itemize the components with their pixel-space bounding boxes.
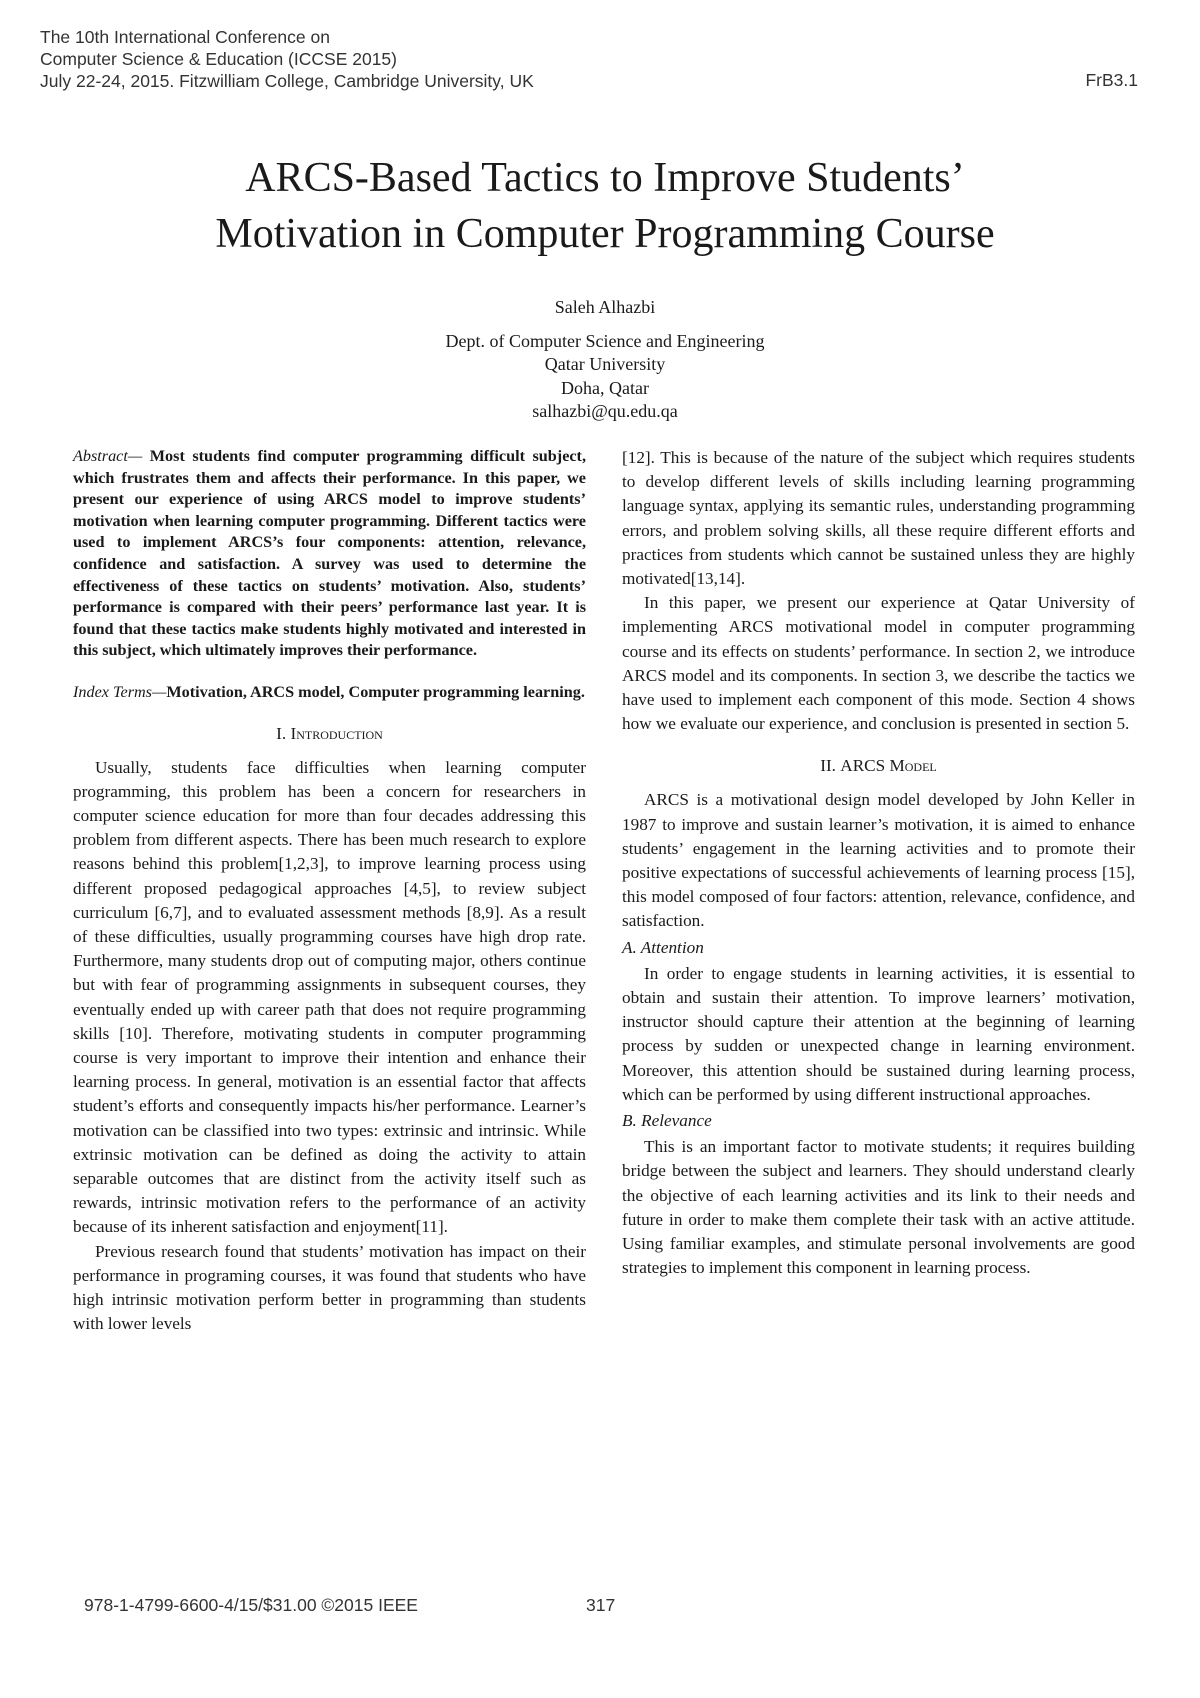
- section-2-heading: [622, 754, 1135, 778]
- abstract: [73, 446, 586, 662]
- conference-line-2: Computer Science & Education (ICCSE 2015): [40, 49, 397, 69]
- abstract-text: Most students find computer programming difficult subject, which frustrates them and affects their performance. In this paper, we present our experience of using ARCS model to improve students’ motivation when learning computer programming. Different tactics were used to implement ARCS’s four components: attention, relevance, confidence and satisfaction. A survey was used to determine the effectiveness of these tactics on students’ motivation. Also, students’ performance is compared with their peers’ performance last year. It is found that these tactics make students highly motivated and interested in this subject, which ultimately improves their performance.: [73, 447, 586, 660]
- author-department: Dept. of Computer Science and Engineering: [445, 330, 765, 351]
- left-column: [73, 446, 586, 1336]
- intro-paragraph-3: In this paper, we present our experience at Qatar University of implementing ARCS motivational model in computer programming course and its effects on students’ performance. In section 2, we introduce ARCS model and its components. In section 3, we describe the tactics we have used to implement each component of this mode. Section 4 shows how we evaluate our experience, and conclusion is presented in section 5.: [622, 593, 1135, 734]
- index-terms: [73, 682, 586, 704]
- section-1-heading: [73, 722, 586, 746]
- arcs-paragraph-1: ARCS is a motivational design model developed by John Keller in 1987 to improve and sustain learner’s motivation, it is aimed to enhance students’ engagement in the learning activities and to promote their positive expectations of successful achievements of learning process [15], this model composed of four factors: attention, relevance, confidence, and satisfaction.: [622, 790, 1135, 931]
- subsection-attention-heading: A. Attention: [622, 937, 704, 957]
- author-location: Doha, Qatar: [561, 377, 649, 398]
- right-column: [622, 446, 1135, 1281]
- page-number: 317: [586, 1595, 616, 1615]
- index-terms-text: Motivation, ARCS model, Computer programming learning.: [166, 682, 585, 701]
- section-1-title: Introduction: [290, 723, 383, 743]
- author-email: salhazbi@qu.edu.qa: [532, 401, 678, 421]
- author-university: Qatar University: [544, 354, 666, 374]
- abstract-label: Abstract—: [73, 447, 143, 465]
- subsection-relevance-heading: B. Relevance: [622, 1111, 712, 1131]
- title-line-1: ARCS-Based Tactics to Improve Students’: [245, 155, 965, 201]
- author-block: [0, 296, 1200, 424]
- intro-paragraph-1: Usually, students face difficulties when learning computer programming, this problem has been a concern for researchers in computer science education for more than four decades addressing this problem from different aspects. There has been much research to explore reasons behind this problem[1,2,3], to improve learning process using different proposed pedagogical approaches [4,5], to review subject curriculum [6,7], and to evaluated assessment methods [8,9]. As a result of these difficulties, usually programming courses have high drop rate. Furthermore, many students drop out of computing major, others continue but with fear of programming assignments in subsequent courses, they eventually ended up with career path that does not require programming skills [10]. Therefore, motivating students in computer programming course is very important to improve their intention and enhance their learning process. In general, motivation is an essential factor that affects student’s efforts and consequently impacts his/her performance. Learner’s motivation can be classified into two types: extrinsic and intrinsic. While extrinsic motivation can be defined as doing the activity to attain separable outcomes that are distinct from the activity itself such as rewards, intrinsic motivation refers to the performance of an activity because of its inherent satisfaction and enjoyment[11].: [73, 757, 586, 1237]
- section-2-numeral: II.: [820, 756, 841, 776]
- paper-id: FrB3.1: [1085, 70, 1138, 90]
- conference-info: [40, 26, 534, 92]
- attention-paragraph: In order to engage students in learning activities, it is essential to obtain and sustain their attention. To improve learners’ motivation, instructor should capture their attention at the beginning of learning process by sudden or unexpected change in learning environment. Moreover, this attention should be sustained during learning process, which can be performed by using different instructional approaches.: [622, 963, 1135, 1104]
- section-1-numeral: I.: [276, 723, 291, 743]
- intro-paragraph-2-continued: [12]. This is because of the nature of the subject which requires students to develop different levels of skills including learning programming language syntax, applying its semantic rules, understanding programming errors, and problem solving skills, all these require different efforts and practices from students which cannot be sustained unless they are highly motivated[13,14].: [622, 448, 1135, 589]
- conference-line-3: July 22-24, 2015. Fitzwilliam College, Cambridge University, UK: [40, 71, 534, 91]
- section-2-title: ARCS Model: [840, 756, 937, 776]
- conference-line-1: The 10th International Conference on: [40, 27, 330, 47]
- title-line-2: Motivation in Computer Programming Course: [215, 211, 995, 257]
- index-terms-label: Index Terms—: [73, 682, 167, 701]
- intro-paragraph-2: Previous research found that students’ motivation has impact on their performance in programing courses, it was found that students who have high intrinsic motivation perform better in programming than students with lower levels: [73, 1241, 586, 1334]
- author-name: Saleh Alhazbi: [554, 297, 656, 317]
- footer-copyright: 978-1-4799-6600-4/15/$31.00 ©2015 IEEE: [84, 1595, 418, 1615]
- relevance-paragraph: This is an important factor to motivate students; it requires building bridge between the subject and learners. They should understand clearly the objective of each learning activities and its link to their needs and future in order to make them complete their task with an active attitude. Using familiar examples, and stimulate personal involvements are good strategies to implement this component in learning process.: [622, 1137, 1135, 1278]
- paper-title: [0, 150, 1200, 262]
